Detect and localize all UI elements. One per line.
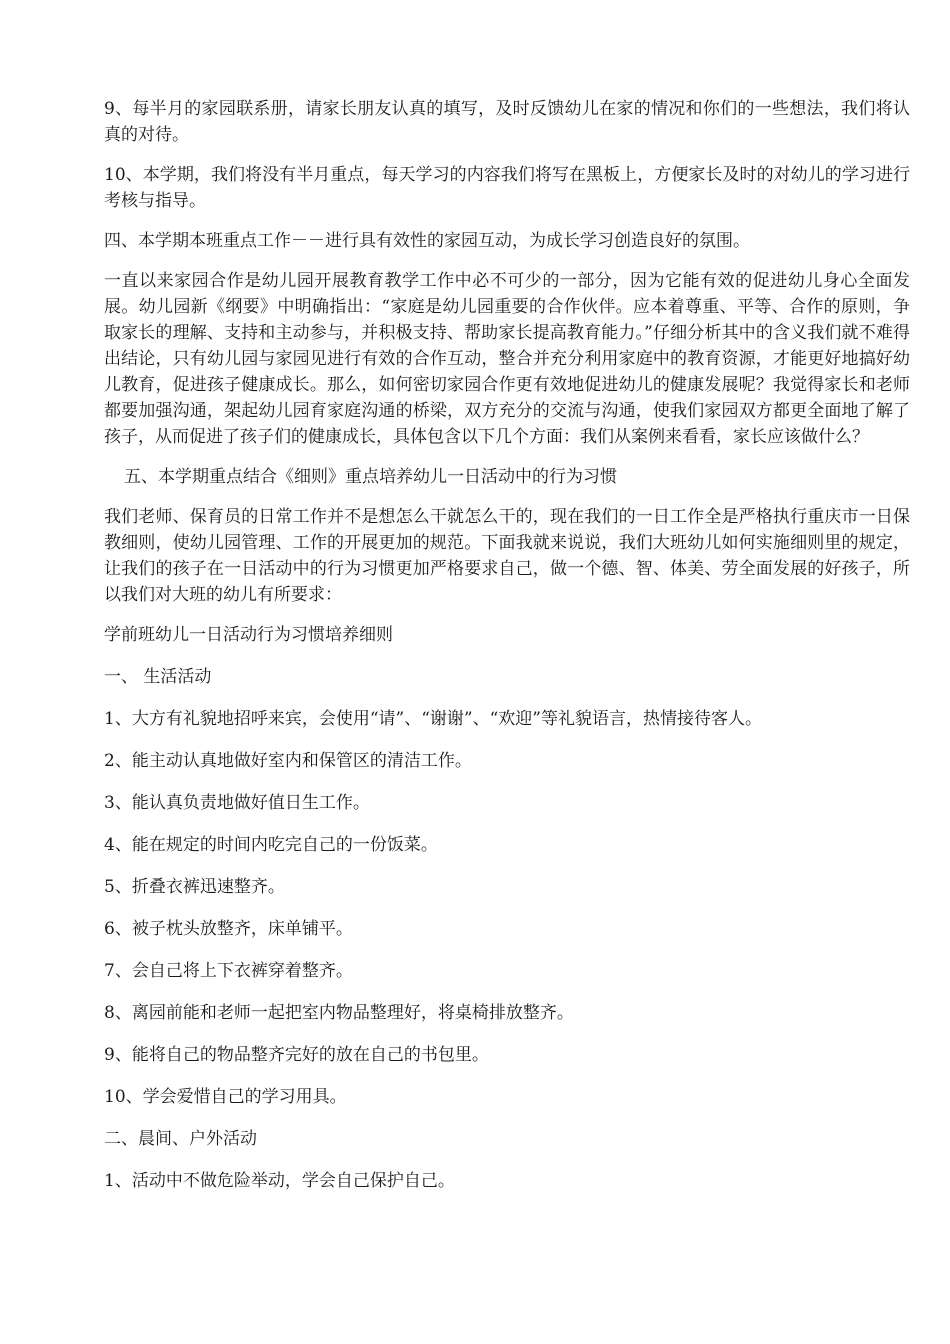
list-item: 10、学会爱惜自己的学习用具。 xyxy=(104,1087,347,1107)
list-item: 1、大方有礼貌地招呼来宾，会使用“请”、“谢谢”、“欢迎”等礼貌语言，热情接待客人。 xyxy=(104,709,762,729)
list-item: 2、能主动认真地做好室内和保管区的清洁工作。 xyxy=(104,751,472,771)
list-item: 5、折叠衣裤迅速整齐。 xyxy=(104,877,285,897)
list-item: 1、活动中不做危险举动，学会自己保护自己。 xyxy=(104,1171,455,1191)
paragraph: 一直以来家园合作是幼儿园开展教育教学工作中必不可少的一部分，因为它能有效的促进幼儿身心全面发展。幼儿园新《纲要》中明确指出：“家庭是幼儿园重要的合作伙伴。应本着尊重、平等、合作的原则，争取家长的理解、支持和主动参与，并积极支持、帮助家长提高教育能力。”仔细分析其中的含义我们就不难得出结论，只有幼儿园与家园见进行有效的合作互动，整合并充分利用家庭中的教育资源，才能更好地搞好幼儿教育，促进孩子健康成长。那么，如何密切家园合作更有效地促进幼儿的健康发展呢？我觉得家长和老师都要加强沟通，架起幼儿园育家庭沟通的桥梁，双方充分的交流与沟通，使我们家园双方都更全面地了解了孩子，从而促进了孩子们的健康成长，具体包含以下几个方面：我们从案例来看看，家长应该做什么？ xyxy=(104,271,910,447)
paragraph: 9、每半月的家园联系册，请家长朋友认真的填写，及时反馈幼儿在家的情况和你们的一些想法，我们将认真的对待。 xyxy=(104,99,910,145)
list-item: 8、离园前能和老师一起把室内物品整理好，将桌椅排放整齐。 xyxy=(104,1003,574,1023)
list-item: 3、能认真负责地做好值日生工作。 xyxy=(104,793,370,813)
paragraph: 10、本学期，我们将没有半月重点，每天学习的内容我们将写在黑板上，方便家长及时的对幼儿的学习进行考核与指导。 xyxy=(104,165,910,211)
section-heading: 二、晨间、户外活动 xyxy=(104,1129,257,1149)
section-heading: 四、本学期本班重点工作－－进行具有效性的家园互动，为成长学习创造良好的氛围。 xyxy=(104,231,750,251)
paragraph: 我们老师、保育员的日常工作并不是想怎么干就怎么干的，现在我们的一日工作全是严格执行重庆市一日保教细则，使幼儿园管理、工作的开展更加的规范。下面我就来说说，我们大班幼儿如何实施细则里的规定，让我们的孩子在一日活动中的行为习惯更加严格要求自己，做一个德、智、体美、劳全面发展的好孩子，所以我们对大班的幼儿有所要求： xyxy=(104,507,910,605)
list-item: 4、能在规定的时间内吃完自己的一份饭菜。 xyxy=(104,835,438,855)
list-item: 6、被子枕头放整齐，床单铺平。 xyxy=(104,919,353,939)
subtitle: 学前班幼儿一日活动行为习惯培养细则 xyxy=(104,625,393,645)
section-heading: 五、本学期重点结合《细则》重点培养幼儿一日活动中的行为习惯 xyxy=(124,467,617,487)
list-item: 7、会自己将上下衣裤穿着整齐。 xyxy=(104,961,353,981)
document-page xyxy=(104,96,910,1210)
section-heading: 一、 生活活动 xyxy=(104,667,212,687)
list-item: 9、能将自己的物品整齐完好的放在自己的书包里。 xyxy=(104,1045,489,1065)
